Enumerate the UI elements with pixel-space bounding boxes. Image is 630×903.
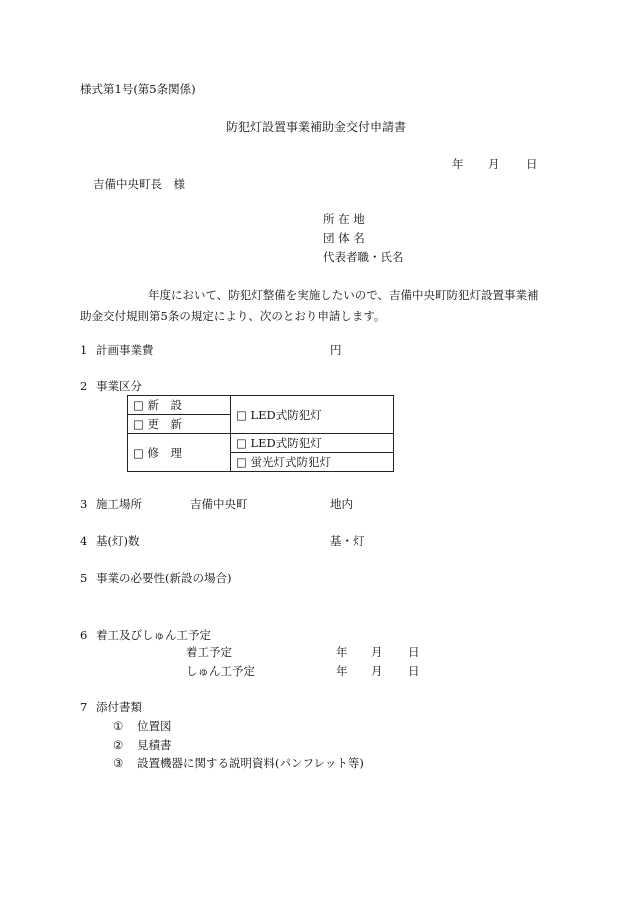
intro-text: 年度において、防犯灯整備を実施したいので、吉備中央町防犯灯設置事業補助金交付規則第5条の規定により、次のとおり申請します。 xyxy=(80,288,539,323)
category-repair[interactable]: □ 修 理 xyxy=(128,434,231,472)
schedule-end-month: 月 xyxy=(371,664,383,678)
intro-paragraph xyxy=(80,285,550,327)
item-count-unit: 基・灯 xyxy=(330,534,365,548)
attachment-mark: ② xyxy=(113,738,124,752)
item-count-number: 4 xyxy=(80,534,88,548)
category-new[interactable]: □ 新 設 xyxy=(128,396,231,415)
category-renew[interactable]: □ 更 新 xyxy=(128,415,231,434)
item-cost-number: 1 xyxy=(80,343,88,357)
category-led-new-renew[interactable]: □ LED式防犯灯 xyxy=(231,396,394,434)
item-attachments-label: 添付書類 xyxy=(96,700,142,714)
schedule-start-label: 着工予定 xyxy=(186,645,232,659)
item-location-label: 施工場所 xyxy=(96,497,142,511)
addressee: 吉備中央町長 様 xyxy=(93,177,185,191)
item-necessity-label: 事業の必要性(新設の場合) xyxy=(96,571,232,585)
schedule-start-day: 日 xyxy=(408,645,420,659)
applicant-group-label: 団 体 名 xyxy=(323,231,365,245)
item-location-number: 3 xyxy=(80,497,88,511)
date-day: 日 xyxy=(526,157,538,171)
schedule-end-year: 年 xyxy=(336,664,348,678)
category-led-repair[interactable]: □ LED式防犯灯 xyxy=(231,434,394,453)
item-count-label: 基(灯)数 xyxy=(96,534,140,548)
form-number: 様式第1号(第5条関係) xyxy=(80,82,196,96)
item-schedule-label: 着工及びしゅん工予定 xyxy=(96,628,211,642)
schedule-start-year: 年 xyxy=(336,645,348,659)
schedule-end-label: しゅん工予定 xyxy=(186,664,255,678)
item-location-town: 吉備中央町 xyxy=(190,497,248,511)
item-category-number: 2 xyxy=(80,379,88,393)
item-cost-unit: 円 xyxy=(330,343,342,357)
attachment-text: 設置機器に関する説明資料(パンフレット等) xyxy=(137,756,364,770)
applicant-representative-label: 代表者職・氏名 xyxy=(323,250,404,264)
category-fluorescent[interactable]: □ 蛍光灯式防犯灯 xyxy=(231,453,394,472)
item-schedule-number: 6 xyxy=(80,628,88,642)
item-necessity-number: 5 xyxy=(80,571,88,585)
attachment-text: 位置図 xyxy=(137,719,172,733)
schedule-start-month: 月 xyxy=(371,645,383,659)
document-title: 防犯灯設置事業補助金交付申請書 xyxy=(226,120,407,134)
date-year: 年 xyxy=(452,157,464,171)
date-month: 月 xyxy=(488,157,500,171)
schedule-end-day: 日 xyxy=(408,664,420,678)
category-table xyxy=(127,395,394,472)
applicant-address-label: 所 在 地 xyxy=(323,212,365,226)
item-attachments-number: 7 xyxy=(80,700,88,714)
item-location-suffix: 地内 xyxy=(330,497,353,511)
attachment-text: 見積書 xyxy=(137,738,172,752)
item-category-label: 事業区分 xyxy=(96,379,142,393)
item-cost-label: 計画事業費 xyxy=(96,343,154,357)
attachment-mark: ① xyxy=(113,719,124,733)
attachment-mark: ③ xyxy=(113,756,124,770)
